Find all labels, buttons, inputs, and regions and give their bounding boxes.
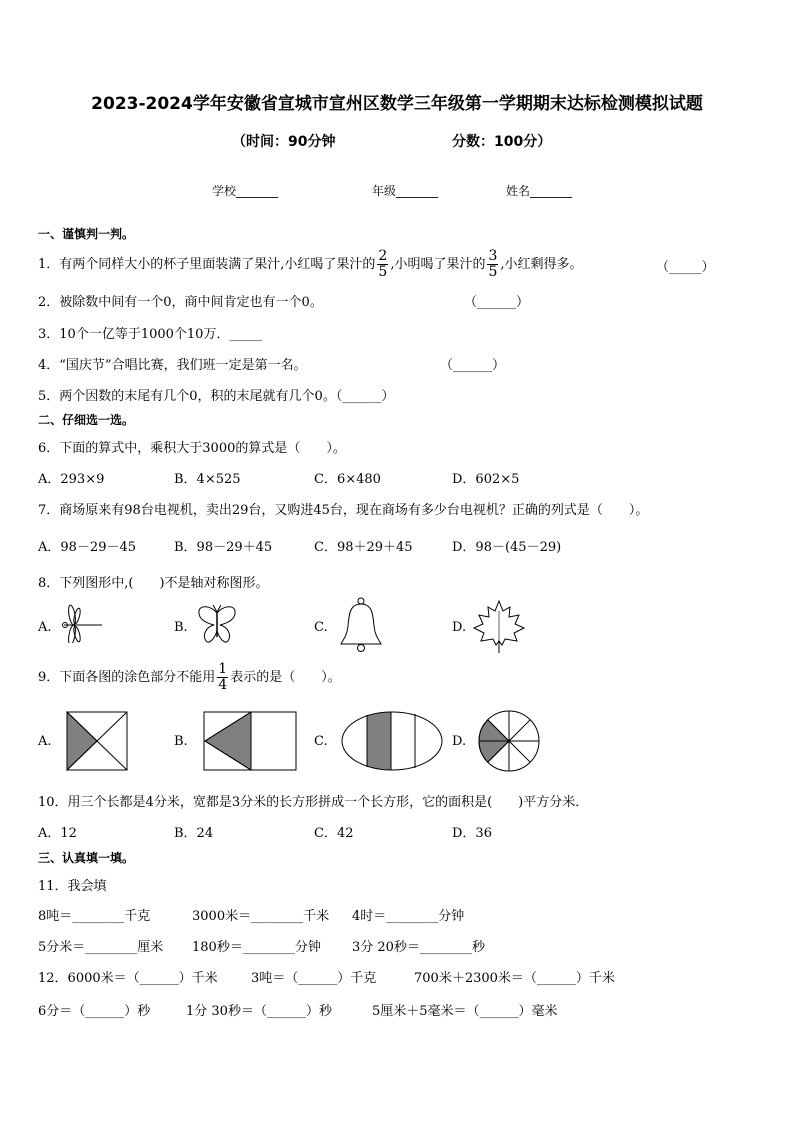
leaf-icon (472, 599, 526, 655)
bell-icon (338, 596, 384, 654)
question-7: 7．商场原来有98台电视机，卖出29台，又购进45台，现在商场有多少台电视机？正确的列式是（ ）。 (38, 503, 649, 518)
q9-option-c[interactable]: C. (314, 734, 328, 749)
q12-fill-6[interactable]: 5厘米＋5毫米＝（______）毫米 (372, 1004, 558, 1019)
butterfly-icon (196, 603, 238, 647)
q11-fill-6[interactable]: 3分 20秒＝________秒 (352, 940, 485, 955)
q6-option-c[interactable]: C．6×480 (314, 472, 381, 487)
question-10: 10．用三个长都是4分米，宽都是3分米的长方形拼成一个长方形，它的面积是( )平方分米． (38, 795, 589, 810)
q1-fraction-2: $\frac{3}{5}$ (488, 248, 498, 280)
question-6: 6．下面的算式中，乘积大于3000的算式是（ ）。 (38, 441, 346, 456)
square-diagonals-figure (66, 711, 128, 771)
q8-option-d[interactable]: D. (452, 620, 467, 635)
q12-fill-2[interactable]: 3吨＝（______）千克 (251, 971, 377, 986)
q1-answer-blank[interactable]: （_____） (656, 260, 715, 275)
q9-text-post: 表示的是（ ）。 (230, 670, 341, 685)
question-1 (38, 249, 583, 280)
question-8: 8．下列图形中,( )不是轴对称图形。 (38, 576, 269, 591)
q7-option-a[interactable]: A．98－29－45 (38, 540, 137, 555)
q11-fill-5[interactable]: 180秒＝________分钟 (192, 940, 321, 955)
circle-eighths-figure (478, 710, 540, 772)
question-9 (38, 662, 341, 693)
page-title: 2023-2024学年安徽省宣城市宣州区数学三年级第一学期期末达标检测模拟试题 (91, 94, 703, 114)
name-field: 姓名_______ (506, 184, 573, 198)
q10-option-a[interactable]: A．12 (38, 826, 77, 841)
q6-option-b[interactable]: B．4×525 (174, 472, 241, 487)
q9-fraction: $\frac{1}{4}$ (218, 661, 228, 693)
section-3-heading: 三、认真填一填。 (38, 851, 135, 865)
q1-text-mid: ,小明喝了果汁的 (390, 257, 486, 272)
q8-option-c[interactable]: C. (314, 620, 328, 635)
question-3: 3．10个一亿等于1000个10万．_____ (38, 327, 262, 342)
question-4: 4．“国庆节”合唱比赛，我们班一定是第一名。 (38, 358, 307, 373)
q7-option-d[interactable]: D．98－(45－29) (452, 540, 562, 555)
question-11: 11．我会填 (38, 879, 107, 894)
q7-option-c[interactable]: C．98＋29＋45 (314, 540, 413, 555)
q6-option-d[interactable]: D．602×5 (452, 472, 520, 487)
q9-option-b[interactable]: B. (174, 734, 188, 749)
q1-text-pre: 1．有两个同样大小的杯子里面装满了果汁,小红喝了果汁的 (38, 257, 376, 272)
q6-option-a[interactable]: A．293×9 (38, 472, 105, 487)
q11-fill-4[interactable]: 5分米＝________厘米 (38, 940, 164, 955)
q12-fill-1[interactable]: 12．6000米＝（______）千米 (38, 971, 218, 986)
q11-fill-2[interactable]: 3000米＝________千米 (192, 909, 330, 924)
q4-answer-blank[interactable]: （______） (440, 358, 506, 373)
q10-option-d[interactable]: D．36 (452, 826, 492, 841)
exam-time: （时间：90分钟 (232, 134, 336, 150)
section-1-heading: 一、谨慎判一判。 (38, 227, 135, 241)
ellipse-strips-figure (341, 711, 443, 771)
exam-score: 分数：100分） (452, 134, 552, 150)
q10-option-b[interactable]: B．24 (174, 826, 214, 841)
question-5: 5．两个因数的末尾有几个0，积的末尾就有几个0。（______） (38, 389, 395, 404)
q10-option-c[interactable]: C．42 (314, 826, 354, 841)
q8-option-a[interactable]: A. (38, 620, 52, 635)
q1-text-post: ,小红剩得多。 (500, 257, 583, 272)
school-field: 学校_______ (212, 184, 279, 198)
q9-text-pre: 9．下面各图的涂色部分不能用 (38, 670, 216, 685)
q8-option-b[interactable]: B. (174, 620, 188, 635)
q2-answer-blank[interactable]: （______） (464, 295, 530, 310)
q9-option-a[interactable]: A. (38, 734, 52, 749)
grade-field: 年级_______ (372, 184, 439, 198)
question-2: 2．被除数中间有一个0，商中间肯定也有一个0。 (38, 295, 323, 310)
q12-fill-5[interactable]: 1分 30秒＝（______）秒 (186, 1004, 332, 1019)
section-2-heading: 二、仔细选一选。 (38, 413, 135, 427)
q12-fill-3[interactable]: 700米＋2300米＝（______）千米 (414, 971, 615, 986)
q1-fraction-1: $\frac{2}{5}$ (378, 248, 388, 280)
q9-option-d[interactable]: D. (452, 734, 467, 749)
q7-option-b[interactable]: B．98－29＋45 (174, 540, 273, 555)
rectangle-triangle-figure (203, 711, 297, 771)
q11-fill-3[interactable]: 4时＝________分钟 (352, 909, 465, 924)
q11-fill-1[interactable]: 8吨＝________千克 (38, 909, 151, 924)
q12-fill-4[interactable]: 6分＝（______）秒 (38, 1004, 151, 1019)
dragonfly-icon (56, 603, 104, 643)
